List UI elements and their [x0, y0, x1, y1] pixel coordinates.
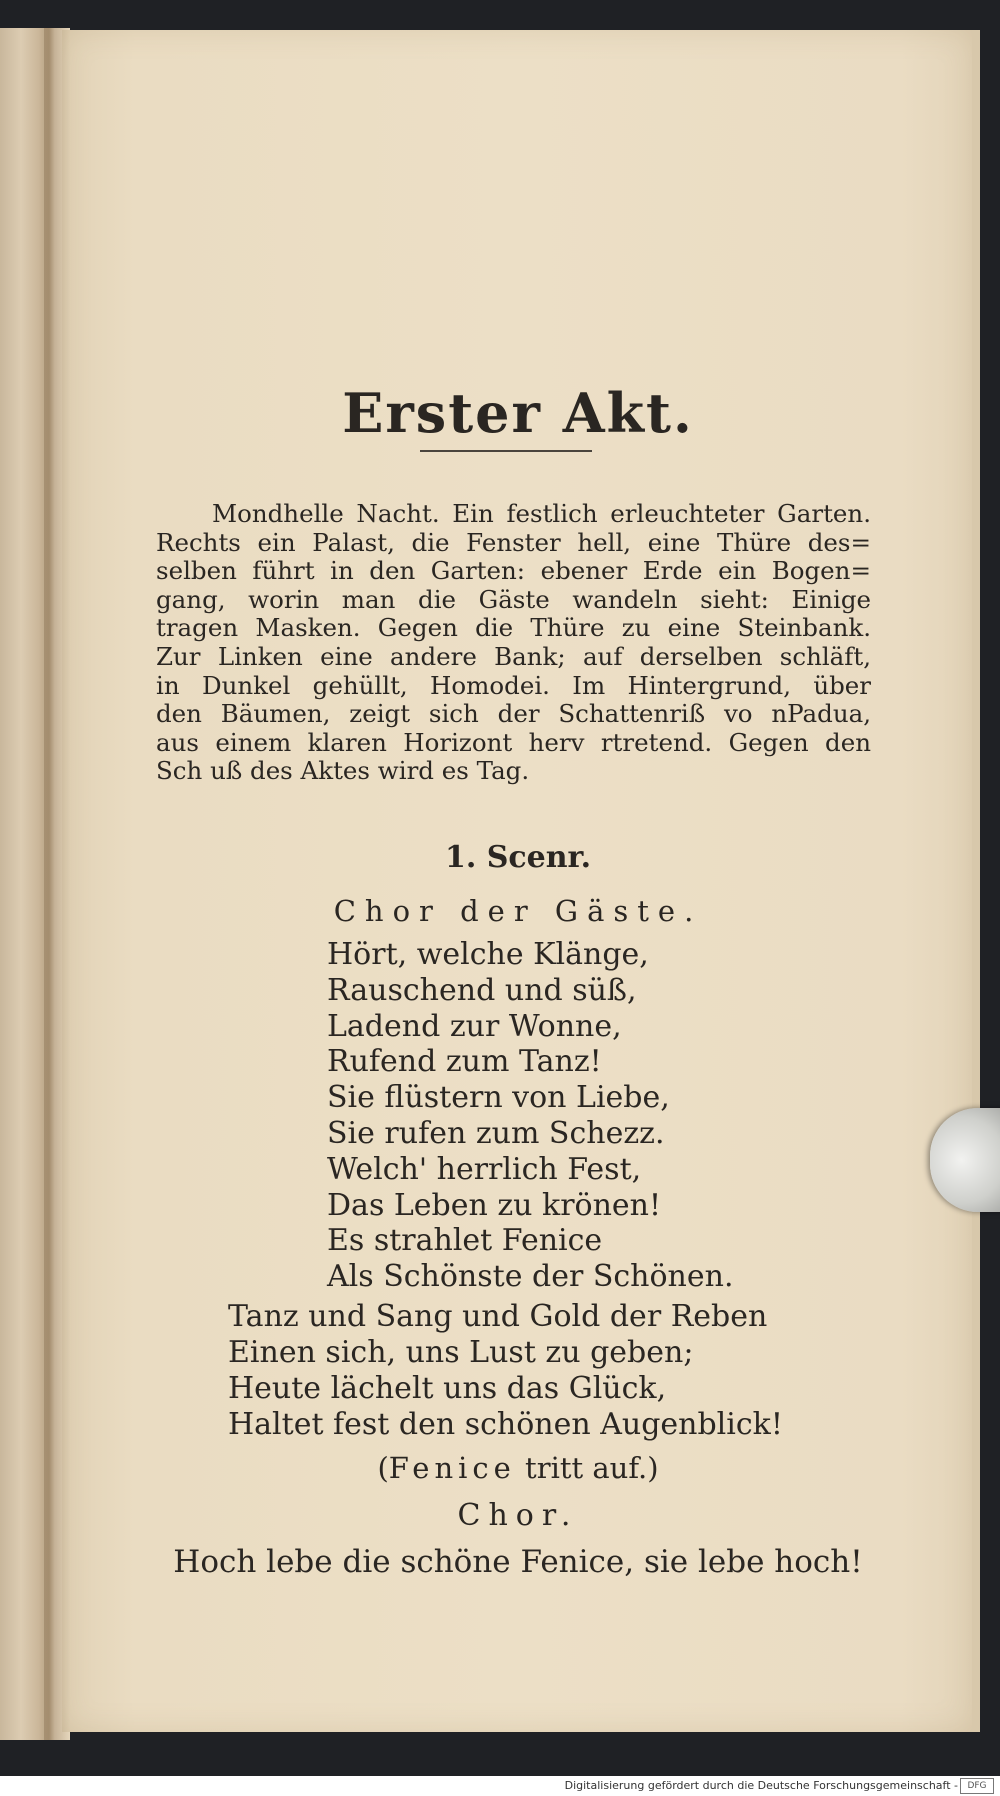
verse-line: Ladend zur Wonne,: [327, 1008, 622, 1044]
stage-direction-line: in Dunkel gehüllt, Homodei. Im Hintergrund, über: [156, 670, 871, 700]
verse-line: Hört, welche Klänge,: [327, 937, 649, 972]
footer-credit: Digitalisierung gefördert durch die Deutsche Forschungsgemeinschaft -: [564, 1779, 958, 1792]
verse-block-full: [228, 1299, 783, 1443]
title-divider: [420, 450, 592, 452]
act-title: Erster Akt.: [342, 381, 694, 446]
stage-entrance-direction: [62, 1451, 974, 1485]
verse-line: Rufend zum Tanz!: [327, 1044, 602, 1080]
verse-line: Haltet fest den schönen Augenblick!: [228, 1407, 783, 1442]
verse-line: Einen sich, uns Lust zu geben;: [228, 1335, 694, 1370]
verse-line: Als Schönste der Schönen.: [327, 1259, 734, 1295]
scene-heading: 1. Scenr.: [444, 840, 592, 875]
stage-direction-line: Rechts ein Palast, die Fenster hell, eine Thüre des=: [156, 527, 871, 557]
final-verse-line: Hoch lebe die schöne Fenice, sie lebe hoch!: [173, 1544, 863, 1580]
dfg-logo: DFG: [960, 1778, 994, 1794]
verse-line: Welch' herrlich Fest,: [327, 1151, 642, 1187]
verse-line: Heute lächelt uns das Glück,: [228, 1371, 667, 1406]
stage-direction-line: gang, worin man die Gäste wandeln sieht: Einige: [156, 584, 871, 614]
digitization-footer: [0, 1776, 1000, 1796]
verse-line: Es strahlet Fenice: [327, 1223, 603, 1259]
chorus-heading-2: Chor.: [457, 1498, 579, 1533]
verse-line: Das Leben zu krönen!: [327, 1187, 662, 1223]
stage-direction-line: Sch uß des Aktes wird es Tag.: [156, 756, 530, 786]
stage-direction-line: den Bäumen, zeigt sich der Schattenriß vo nPadua,: [156, 699, 871, 729]
chorus-heading: Chor der Gäste.: [333, 894, 703, 928]
stage-direction-line: aus einem klaren Horizont herv rtretend. Gegen den: [156, 727, 871, 757]
stage-direction-line: Mondhelle Nacht. Ein festlich erleuchteter Garten.: [212, 499, 871, 528]
direction-action: tritt auf.): [515, 1451, 659, 1485]
direction-open-paren: (: [377, 1451, 389, 1485]
verse-block-indented: [327, 937, 734, 1295]
stage-direction-line: tragen Masken. Gegen die Thüre zu eine Steinbank.: [156, 613, 871, 643]
verse-line: Sie rufen zum Schezz.: [327, 1115, 665, 1151]
stage-direction-line: Zur Linken eine andere Bank; auf derselben schläft,: [156, 641, 871, 671]
direction-character-name: Fenice: [388, 1451, 516, 1485]
verse-line: Sie flüstern von Liebe,: [327, 1080, 670, 1116]
stage-direction-line: selben führt in den Garten: ebener Erde ein Bogen=: [156, 556, 871, 586]
stage-direction: [156, 500, 871, 786]
verse-line: Tanz und Sang und Gold der Reben: [228, 1299, 768, 1334]
verse-line: Rauschend und süß,: [327, 972, 637, 1008]
